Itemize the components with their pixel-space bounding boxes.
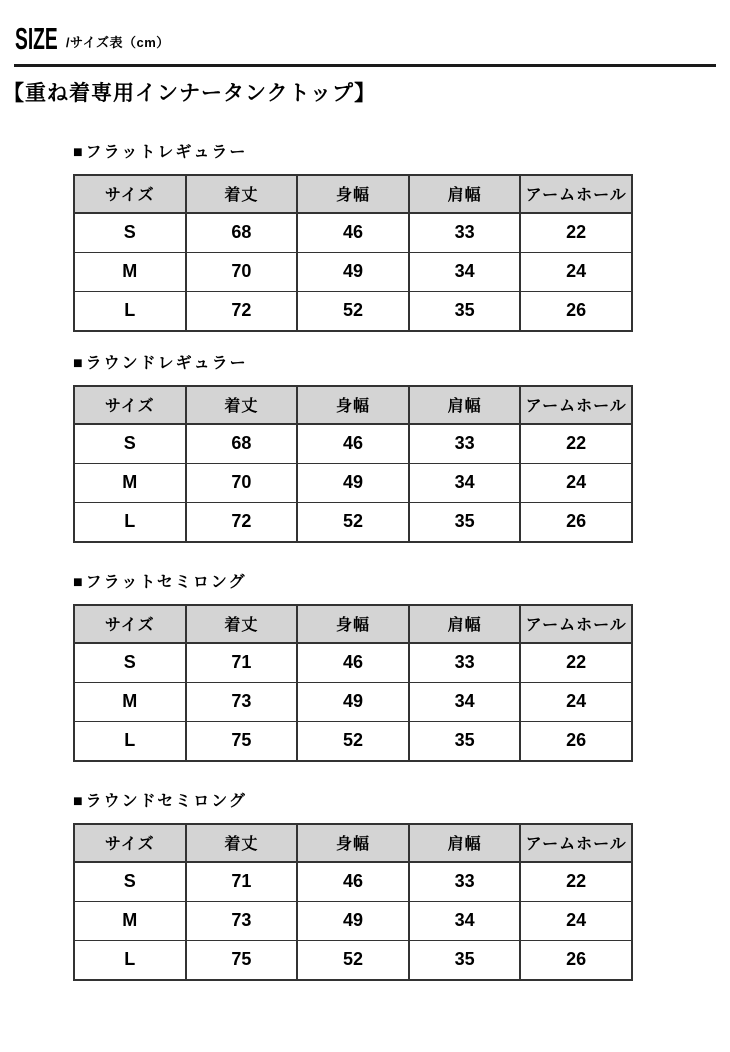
- cell-body-width: 46: [297, 424, 409, 464]
- cell-length: 72: [186, 291, 298, 331]
- cell-shoulder-width: 33: [409, 643, 521, 683]
- cell-armhole: 22: [520, 424, 632, 464]
- section-flat-semilong: [73, 573, 730, 762]
- cell-size: S: [74, 424, 186, 464]
- cell-body-width: 49: [297, 901, 409, 940]
- col-header-shoulder-width: 肩幅: [409, 175, 521, 213]
- col-header-size: サイズ: [74, 386, 186, 424]
- col-header-armhole: アームホール: [520, 386, 632, 424]
- section-heading: [73, 143, 730, 163]
- table-row: [74, 291, 632, 331]
- cell-shoulder-width: 35: [409, 940, 521, 980]
- cell-body-width: 52: [297, 291, 409, 331]
- table-row: [74, 213, 632, 253]
- col-header-shoulder-width: 肩幅: [409, 386, 521, 424]
- cell-body-width: 52: [297, 502, 409, 542]
- size-table-flat-semilong: [73, 604, 633, 762]
- cell-size: M: [74, 252, 186, 291]
- table-row: [74, 643, 632, 683]
- cell-shoulder-width: 33: [409, 424, 521, 464]
- square-bullet-icon: ■: [73, 792, 85, 810]
- table-header-row: [74, 175, 632, 213]
- size-table-flat-regular: [73, 174, 633, 332]
- cell-length: 68: [186, 424, 298, 464]
- col-header-size: サイズ: [74, 824, 186, 862]
- table-header-row: [74, 824, 632, 862]
- section-round-regular: [73, 354, 730, 543]
- cell-armhole: 26: [520, 291, 632, 331]
- size-chart-page: [0, 21, 730, 1052]
- cell-length: 72: [186, 502, 298, 542]
- size-table-round-semilong: [73, 823, 633, 981]
- cell-body-width: 52: [297, 721, 409, 761]
- square-bullet-icon: ■: [73, 573, 85, 591]
- cell-shoulder-width: 35: [409, 721, 521, 761]
- col-header-body-width: 身幅: [297, 175, 409, 213]
- section-round-semilong: [73, 792, 730, 981]
- cell-size: L: [74, 721, 186, 761]
- cell-length: 70: [186, 252, 298, 291]
- cell-length: 75: [186, 721, 298, 761]
- cell-size: L: [74, 502, 186, 542]
- section-heading: [73, 792, 730, 812]
- section-title: フラットセミロング: [85, 573, 247, 591]
- cell-shoulder-width: 35: [409, 291, 521, 331]
- col-header-armhole: アームホール: [520, 175, 632, 213]
- table-row: [74, 252, 632, 291]
- size-heading: SIZE: [15, 21, 58, 56]
- table-header-row: [74, 605, 632, 643]
- table-row: [74, 862, 632, 902]
- cell-length: 71: [186, 643, 298, 683]
- square-bullet-icon: ■: [73, 354, 85, 372]
- cell-size: S: [74, 643, 186, 683]
- cell-armhole: 24: [520, 463, 632, 502]
- size-header: [15, 21, 715, 56]
- cell-body-width: 46: [297, 213, 409, 253]
- square-bullet-icon: ■: [73, 143, 85, 161]
- cell-length: 71: [186, 862, 298, 902]
- col-header-size: サイズ: [74, 175, 186, 213]
- cell-shoulder-width: 35: [409, 502, 521, 542]
- section-flat-regular: [73, 143, 730, 332]
- cell-length: 73: [186, 901, 298, 940]
- section-title: ラウンドセミロング: [85, 792, 247, 810]
- cell-length: 73: [186, 682, 298, 721]
- header-divider: [14, 64, 716, 67]
- table-row: [74, 502, 632, 542]
- cell-armhole: 24: [520, 682, 632, 721]
- cell-armhole: 22: [520, 213, 632, 253]
- cell-size: M: [74, 901, 186, 940]
- cell-body-width: 46: [297, 643, 409, 683]
- cell-shoulder-width: 33: [409, 213, 521, 253]
- col-header-armhole: アームホール: [520, 605, 632, 643]
- section-heading: [73, 354, 730, 374]
- product-title: 【重ね着専用インナータンクトップ】: [3, 82, 377, 106]
- cell-body-width: 49: [297, 463, 409, 502]
- col-header-length: 着丈: [186, 175, 298, 213]
- col-header-size: サイズ: [74, 605, 186, 643]
- cell-length: 75: [186, 940, 298, 980]
- col-header-shoulder-width: 肩幅: [409, 605, 521, 643]
- cell-shoulder-width: 34: [409, 252, 521, 291]
- table-row: [74, 682, 632, 721]
- table-row: [74, 940, 632, 980]
- cell-shoulder-width: 34: [409, 682, 521, 721]
- size-table-round-regular: [73, 385, 633, 543]
- cell-body-width: 46: [297, 862, 409, 902]
- section-title: フラットレギュラー: [85, 143, 248, 161]
- cell-armhole: 24: [520, 901, 632, 940]
- cell-armhole: 22: [520, 643, 632, 683]
- cell-size: S: [74, 862, 186, 902]
- col-header-length: 着丈: [186, 605, 298, 643]
- col-header-body-width: 身幅: [297, 605, 409, 643]
- cell-body-width: 49: [297, 252, 409, 291]
- table-row: [74, 424, 632, 464]
- section-title: ラウンドレギュラー: [85, 354, 248, 372]
- cell-body-width: 52: [297, 940, 409, 980]
- cell-size: L: [74, 291, 186, 331]
- cell-size: S: [74, 213, 186, 253]
- table-row: [74, 463, 632, 502]
- cell-shoulder-width: 33: [409, 862, 521, 902]
- section-heading: [73, 573, 730, 593]
- table-row: [74, 901, 632, 940]
- cell-body-width: 49: [297, 682, 409, 721]
- cell-shoulder-width: 34: [409, 463, 521, 502]
- cell-armhole: 22: [520, 862, 632, 902]
- col-header-shoulder-width: 肩幅: [409, 824, 521, 862]
- col-header-body-width: 身幅: [297, 824, 409, 862]
- col-header-armhole: アームホール: [520, 824, 632, 862]
- cell-armhole: 26: [520, 940, 632, 980]
- cell-length: 68: [186, 213, 298, 253]
- col-header-length: 着丈: [186, 824, 298, 862]
- cell-armhole: 26: [520, 721, 632, 761]
- cell-armhole: 24: [520, 252, 632, 291]
- cell-shoulder-width: 34: [409, 901, 521, 940]
- cell-size: L: [74, 940, 186, 980]
- cell-length: 70: [186, 463, 298, 502]
- col-header-length: 着丈: [186, 386, 298, 424]
- size-subheading: /サイズ表（cm）: [65, 35, 170, 51]
- col-header-body-width: 身幅: [297, 386, 409, 424]
- cell-size: M: [74, 682, 186, 721]
- cell-size: M: [74, 463, 186, 502]
- table-row: [74, 721, 632, 761]
- cell-armhole: 26: [520, 502, 632, 542]
- table-header-row: [74, 386, 632, 424]
